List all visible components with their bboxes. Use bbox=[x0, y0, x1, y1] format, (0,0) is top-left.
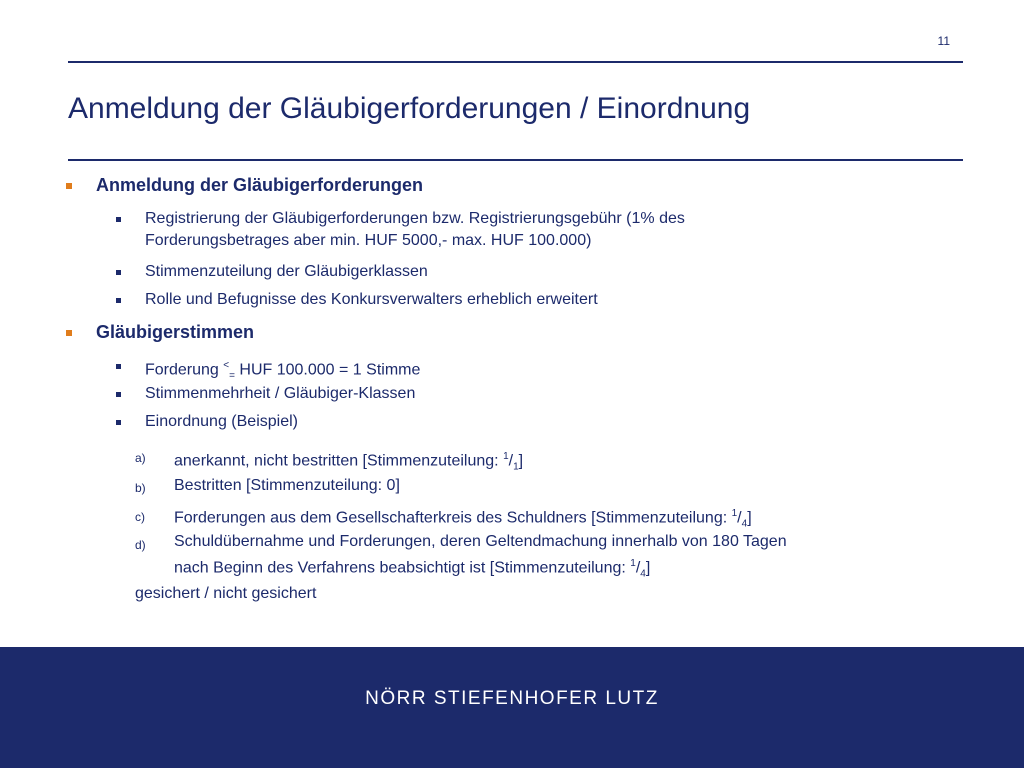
page-number: 11 bbox=[937, 34, 950, 48]
subitem-text: nach Beginn des Verfahrens beabsichtigt ist [Stimmenzuteilung: bbox=[174, 559, 631, 577]
subitem-marker: c) bbox=[135, 510, 145, 524]
subitem: anerkannt, nicht bestritten [Stimmenzuteilung: $^1/_1$] bbox=[174, 451, 524, 473]
subitem: Forderungen aus dem Gesellschafterkreis des Schuldners [Stimmenzuteilung: $^1/_4$] bbox=[174, 508, 752, 530]
fraction-denominator: 4 bbox=[640, 568, 646, 580]
subitem-text: anerkannt, nicht bestritten [Stimmenzuteilung: bbox=[174, 452, 504, 470]
square-bullet-icon bbox=[116, 392, 121, 397]
square-bullet-icon bbox=[116, 270, 121, 275]
list-item: Einordnung (Beispiel) bbox=[145, 413, 298, 430]
square-bullet-icon bbox=[116, 217, 121, 222]
slide-title: Anmeldung der Gläubigerforderungen / Einordnung bbox=[68, 92, 751, 125]
subitem-marker: a) bbox=[135, 451, 146, 465]
list-item: Stimmenmehrheit / Gläubiger-Klassen bbox=[145, 385, 416, 402]
list-item: Stimmenzuteilung der Gläubigerklassen bbox=[145, 263, 428, 280]
square-bullet-icon bbox=[116, 420, 121, 425]
fraction-numerator: 1 bbox=[630, 558, 636, 569]
section-heading: Anmeldung der Gläubigerforderungen bbox=[96, 175, 424, 195]
subitem-text: Forderungen aus dem Gesellschafterkreis des Schuldners [Stimmenzuteilung: bbox=[174, 509, 732, 527]
subitem-text: Schuldübernahme und Forderungen, deren Geltendmachung innerhalb von 180 Tagen bbox=[174, 533, 787, 550]
list-item bbox=[145, 208, 685, 252]
orange-bullet-icon bbox=[66, 183, 72, 189]
subitem-close: ] bbox=[518, 452, 524, 470]
subitem-marker: d) bbox=[135, 538, 146, 552]
fraction-denominator: 1 bbox=[513, 461, 519, 473]
subitem-close: ] bbox=[645, 559, 651, 577]
square-bullet-icon bbox=[116, 298, 121, 303]
list-item-text: Forderung bbox=[145, 361, 224, 379]
subitem-marker: b) bbox=[135, 481, 146, 495]
trailing-text: gesichert / nicht gesichert bbox=[135, 585, 317, 602]
fraction-denominator: 4 bbox=[741, 518, 748, 530]
list-item-line: Forderungsbetrages aber min. HUF 5000,- max. HUF 100.000) bbox=[145, 232, 592, 249]
list-item: Rolle und Befugnisse des Konkursverwalters erheblich erweitert bbox=[145, 291, 598, 308]
fraction-numerator: 1 bbox=[731, 508, 738, 519]
top-divider bbox=[68, 61, 963, 63]
footer-brand-logo: NÖRR STIEFENHOFER LUTZ bbox=[365, 688, 659, 709]
footer-bar bbox=[0, 647, 1024, 768]
fraction-numerator: 1 bbox=[503, 451, 509, 462]
subitem: Schuldübernahme und Forderungen, deren Geltendmachung innerhalb von 180 Tagen nach Beginn des Verfahrens beabsichtigt ist [Stimmenzuteilung: $^1/_4$] bbox=[174, 533, 787, 580]
square-bullet-icon bbox=[116, 364, 121, 369]
subitem: Bestritten [Stimmenzuteilung: 0] bbox=[174, 477, 400, 494]
section-heading: Gläubigerstimmen bbox=[96, 322, 255, 342]
list-item-line: Registrierung der Gläubigerforderungen bzw. Registrierungsgebühr (1% des bbox=[145, 210, 685, 227]
less-than-symbol: < bbox=[223, 360, 230, 371]
list-item-text: HUF 100.000 = 1 Stimme bbox=[234, 361, 421, 379]
title-divider bbox=[68, 159, 963, 161]
subitem-close: ] bbox=[747, 509, 752, 527]
orange-bullet-icon bbox=[66, 330, 72, 336]
equals-symbol: = bbox=[229, 370, 235, 382]
